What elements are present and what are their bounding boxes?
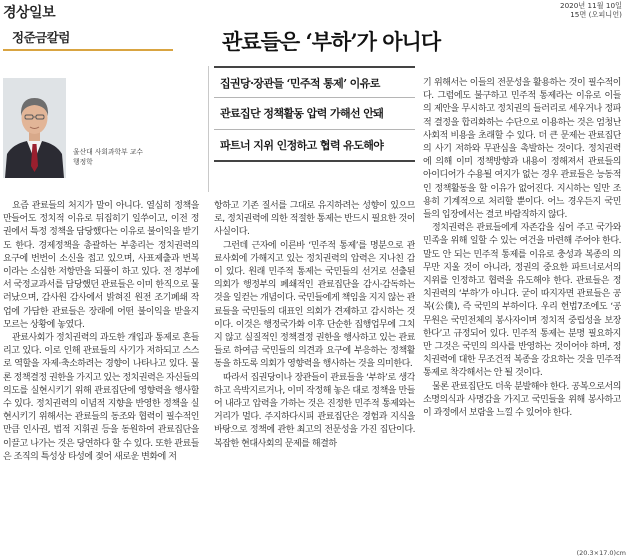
paragraph: 기 위해서는 이들의 전문성을 활용하는 것이 필수적이다. 그럼에도 불구하고 민주적 통제라는 이유로 이들의 제안을 무시하고 정치권의 들러리로 세우거나 정파적 결정을 합리화하는 수단으로 이용하는 것은 엄청난 사회적 비용을 초래할 수 있다. 더 큰 문제는 관료집단의 사기 저하와 무관심을 촉발하는 것이다. 정치권력에 의해 이미 정책방향과 내용이 정해져서 관료들의 아이디어가 수용될 여지가 없는 경우 관료들은 능동적인 정책활동을 할 이유가 없어진다. 지시하는 일만 조용히 기계적으로 처리할 뿐이다. 어느 경우든지 국민들의 입장에서는 결코 바람직하지 않다. bbox=[423, 78, 621, 221]
author-photo bbox=[3, 78, 66, 178]
publish-date: 2020년 11월 10일 bbox=[560, 1, 622, 10]
subhead-1: 집권당·장관들 ‘민주적 통제’ 이유로 bbox=[214, 66, 415, 98]
paragraph: 그런데 근자에 이른바 ‘민주적 통제’를 명분으로 관료사회에 가해지고 있는 정치권력의 압력은 지나친 감이 있다. 원래 민주적 통제는 국민들의 선거로 선출된 의회가 행정부의 폐쇄적인 관료집단을 감시·감독하는 것을 일컫는 개념이다. 국민들에게 책임을 지지 않는 관료들을 국민들의 대표인 의회가 견제하고 감시하는 것이다. 이것은 행정국가화 이후 단순한 집행업무에 그치지 않고 실질적인 정책결정 권한을 행사하고 있는 관료들로 하여금 국민들의 의견과 요구에 부응하는 정책활동을 하도록 의회가 영향력을 행사하는 것을 의미한다. bbox=[214, 240, 415, 370]
paragraph: 정치권력은 관료들에게 자존감을 심어 주고 국가와 민족을 위해 일할 수 있는 여건을 마련해 주어야 한다. 말도 안 되는 민주적 통제를 이유로 충성과 복종의 의무만 지울 것이 아니라, 정권의 중요한 파트너로서의 지위를 인정하고 협력을 유도해야 한다. 관료들은 정치권력의 ‘부하’가 아니다. 굳이 따지자면 관료들은 공복(公僕), 즉 국민의 부하이다. 우리 헌법7조에도 ‘공무원은 국민전체의 봉사자이며 정치적 중립성을 보장한다’고 규정되어 있다. 민주적 통제는 분명 필요하지만 그것은 국민의 의사를 반영하는 것이어야 하며, 정치권력에 대한 무조건적 복종을 강요하는 것을 민주적 통제로 착각해서는 안 될 것이다. bbox=[423, 223, 621, 379]
paragraph: 요즘 관료들의 처지가 말이 아니다. 열심히 정책을 만들어도 정치적 이유로 뒤집히기 일쑤이고, 이전 정권에서 특정 정책을 담당했다는 이유로 불이익을 받기도 한다. 경제정책을 총괄하는 부총리는 정치권력의 요구에 번번이 소신을 접고 있으며, 사표제출과 번복이라는 소심한 저항만을 되풀이 하고 있다. 전 정부에서 국정교과서를 담당했던 관료들은 이미 한직으로 물러났으며, 감사원 감사에서 밝혀진 원전 조기폐쇄 작업에 가담한 관료들은 장래에 어떤 불이익을 받을지 모르는 상황에 놓였다. bbox=[3, 201, 199, 330]
paragraph: 항하고 기존 질서를 그대로 유지하려는 성향이 있으므로, 정치권력에 의한 적절한 통제는 반드시 필요한 것이 사실이다. bbox=[214, 201, 415, 238]
page-section: 15면 (오피니언) bbox=[570, 9, 622, 19]
paragraph: 따라서 집권당이나 장관들이 관료들을 ‘부하’로 생각하고 윽박지르거나, 이미 작정해 놓은 대로 정책을 만들어 내라고 압력을 가하는 것은 진정한 민주적 통제와는 거리가 멀다. 주지하다시피 관료집단은 경험과 지식을 바탕으로 정책에 관한 최고의 전문성을 가진 집단이다. 복잡한 현대사회의 문제를 해결하 bbox=[214, 372, 415, 449]
dateline bbox=[560, 2, 622, 20]
column-label-text: 정준금칼럼 bbox=[12, 30, 70, 45]
body-column-2 bbox=[214, 200, 415, 550]
article-title: 관료들은 ‘부하’가 아니다 bbox=[222, 29, 441, 54]
subheads bbox=[214, 66, 415, 162]
body-column-1 bbox=[3, 200, 199, 550]
paragraph: 관료사회가 정치권력의 과도한 개입과 통제로 흔들리고 있다. 이로 인해 관료들의 사기가 저하되고 스스로 역할을 자제·축소하려는 경향이 나타나고 있다. 물론 정책결정 권한을 가지고 있는 정치권력은 자신들의 의도를 실현시키기 위해 관료집단에 영향력을 행사할 수 있다. 정치권력의 이념적 지향을 반영한 정책을 실현시키기 위해서는 관료들의 동조와 협력이 필수적인 만큼 인사권, 법적 지휘권 등을 동원하여 관료집단을 이끌고 나가는 것은 당연하다 할 수 있다. 또한 관료들은 조직의 특성상 타성에 젖어 새로운 변화에 저 bbox=[3, 333, 199, 462]
column-label bbox=[3, 24, 173, 51]
masthead: 경상일보 bbox=[3, 5, 56, 21]
author-affiliation: 울산대 사회과학부 교수 bbox=[73, 148, 143, 156]
author-specialty: 행정학 bbox=[73, 158, 93, 166]
clipping-size: (20.3×17.0)cm bbox=[576, 549, 626, 557]
author-info bbox=[73, 147, 143, 167]
body-column-3 bbox=[423, 77, 621, 550]
subhead-3: 파트너 지위 인정하고 협력 유도해야 bbox=[214, 130, 415, 162]
subhead-divider bbox=[208, 66, 209, 192]
subhead-2: 관료집단 정책활동 압력 가해선 안돼 bbox=[214, 98, 415, 130]
paragraph: 물론 관료집단도 더욱 분발해야 한다. 공복으로서의 소명의식과 사명감을 가지고 국민들을 위해 봉사하고 이 과정에서 보람을 느낄 수 있어야 한다. bbox=[423, 381, 621, 419]
